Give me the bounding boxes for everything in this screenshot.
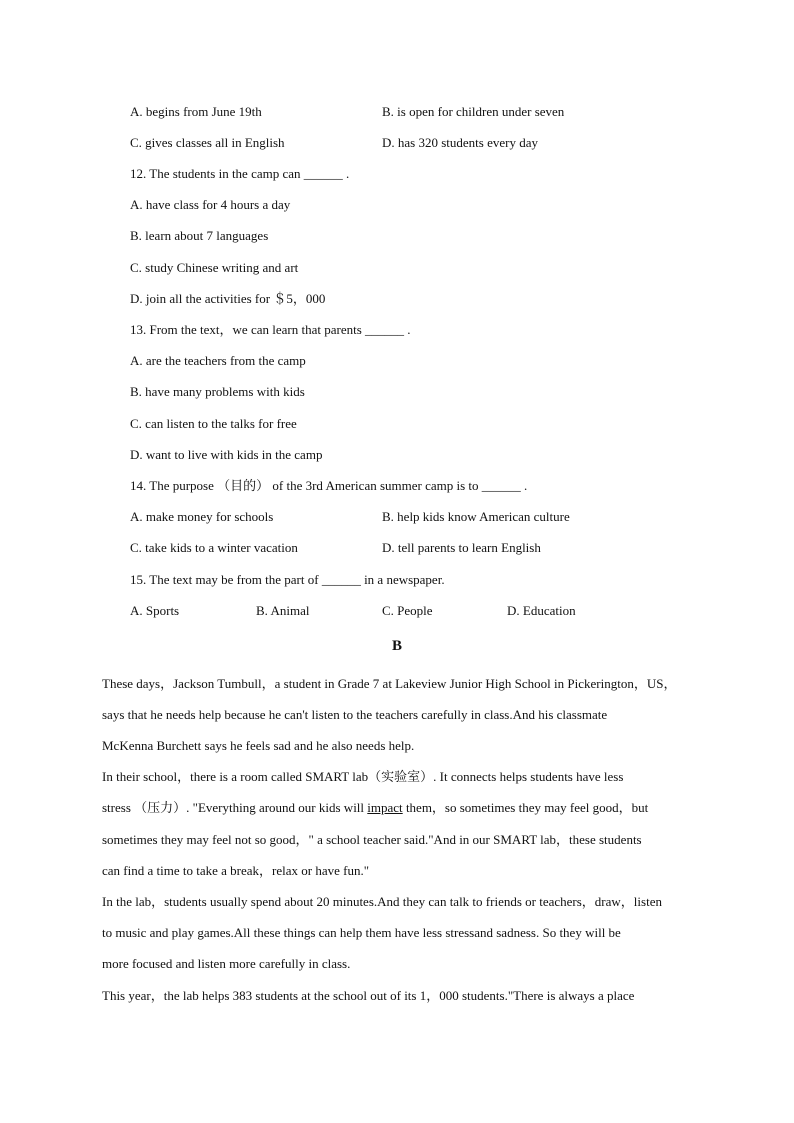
passage-line: more focused and listen more carefully in class. bbox=[102, 956, 351, 971]
passage-line: These days，Jackson Tumbull，a student in Grade 7 at Lakeview Junior High School in Pickerington，US， bbox=[102, 676, 677, 691]
q14-stem: 14. The purpose （目的） of the 3rd American summer camp is to ______ . bbox=[130, 478, 528, 493]
q14-option-c: C. take kids to a winter vacation bbox=[130, 540, 298, 555]
q11-option-a: A. begins from June 19th bbox=[130, 104, 262, 119]
q11-option-d: D. has 320 students every day bbox=[382, 135, 538, 150]
q15-stem: 15. The text may be from the part of ______ in a newspaper. bbox=[130, 572, 445, 587]
underlined-word: impact bbox=[367, 800, 403, 815]
q13-stem: 13. From the text，we can learn that parents ______ . bbox=[130, 322, 411, 337]
q14-option-b: B. help kids know American culture bbox=[382, 509, 570, 524]
q14-option-d: D. tell parents to learn English bbox=[382, 540, 541, 555]
passage-text: stress （压力）. "Everything around our kids will bbox=[102, 800, 368, 815]
passage-line: In the lab，students usually spend about 20 minutes.And they can talk to friends or teachers，draw，listen bbox=[102, 894, 662, 909]
q11-option-c: C. gives classes all in English bbox=[130, 135, 285, 150]
q15-option-d: D. Education bbox=[507, 603, 576, 618]
q12-option-a: A. have class for 4 hours a day bbox=[130, 197, 291, 212]
q13-option-a: A. are the teachers from the camp bbox=[130, 353, 306, 368]
passage-line: sometimes they may feel not so good，" a school teacher said."And in our SMART lab，these students bbox=[102, 832, 642, 847]
passage-line: to music and play games.All these things can help them have less stressand sadness. So they will be bbox=[102, 925, 621, 940]
q13-option-c: C. can listen to the talks for free bbox=[130, 416, 297, 431]
q15-option-b: B. Animal bbox=[256, 603, 310, 618]
passage-line: can find a time to take a break，relax or have fun." bbox=[102, 863, 369, 878]
q11-option-b: B. is open for children under seven bbox=[382, 104, 565, 119]
q15-option-c: C. People bbox=[382, 603, 433, 618]
q14-option-a: A. make money for schools bbox=[130, 509, 274, 524]
q12-option-d: D. join all the activities for ＄5，000 bbox=[130, 291, 326, 306]
passage-text: them，so sometimes they may feel good，but bbox=[402, 800, 649, 815]
q13-option-d: D. want to live with kids in the camp bbox=[130, 447, 323, 462]
passage-line: In their school，there is a room called SMART lab（实验室）. It connects helps students have less bbox=[102, 769, 624, 784]
q12-option-b: B. learn about 7 languages bbox=[130, 228, 269, 243]
q12-stem: 12. The students in the camp can ______ . bbox=[130, 166, 350, 181]
passage-line: This year，the lab helps 383 students at the school out of its 1，000 students."There is always a place bbox=[102, 988, 635, 1003]
q15-option-a: A. Sports bbox=[130, 603, 180, 618]
passage-line: McKenna Burchett says he feels sad and he also needs help. bbox=[102, 738, 415, 753]
q13-option-b: B. have many problems with kids bbox=[130, 384, 305, 399]
passage-line bbox=[102, 799, 648, 817]
q12-option-c: C. study Chinese writing and art bbox=[130, 260, 299, 275]
section-title: B bbox=[391, 638, 402, 654]
passage-line: says that he needs help because he can't listen to the teachers carefully in class.And his classmate bbox=[102, 707, 608, 722]
